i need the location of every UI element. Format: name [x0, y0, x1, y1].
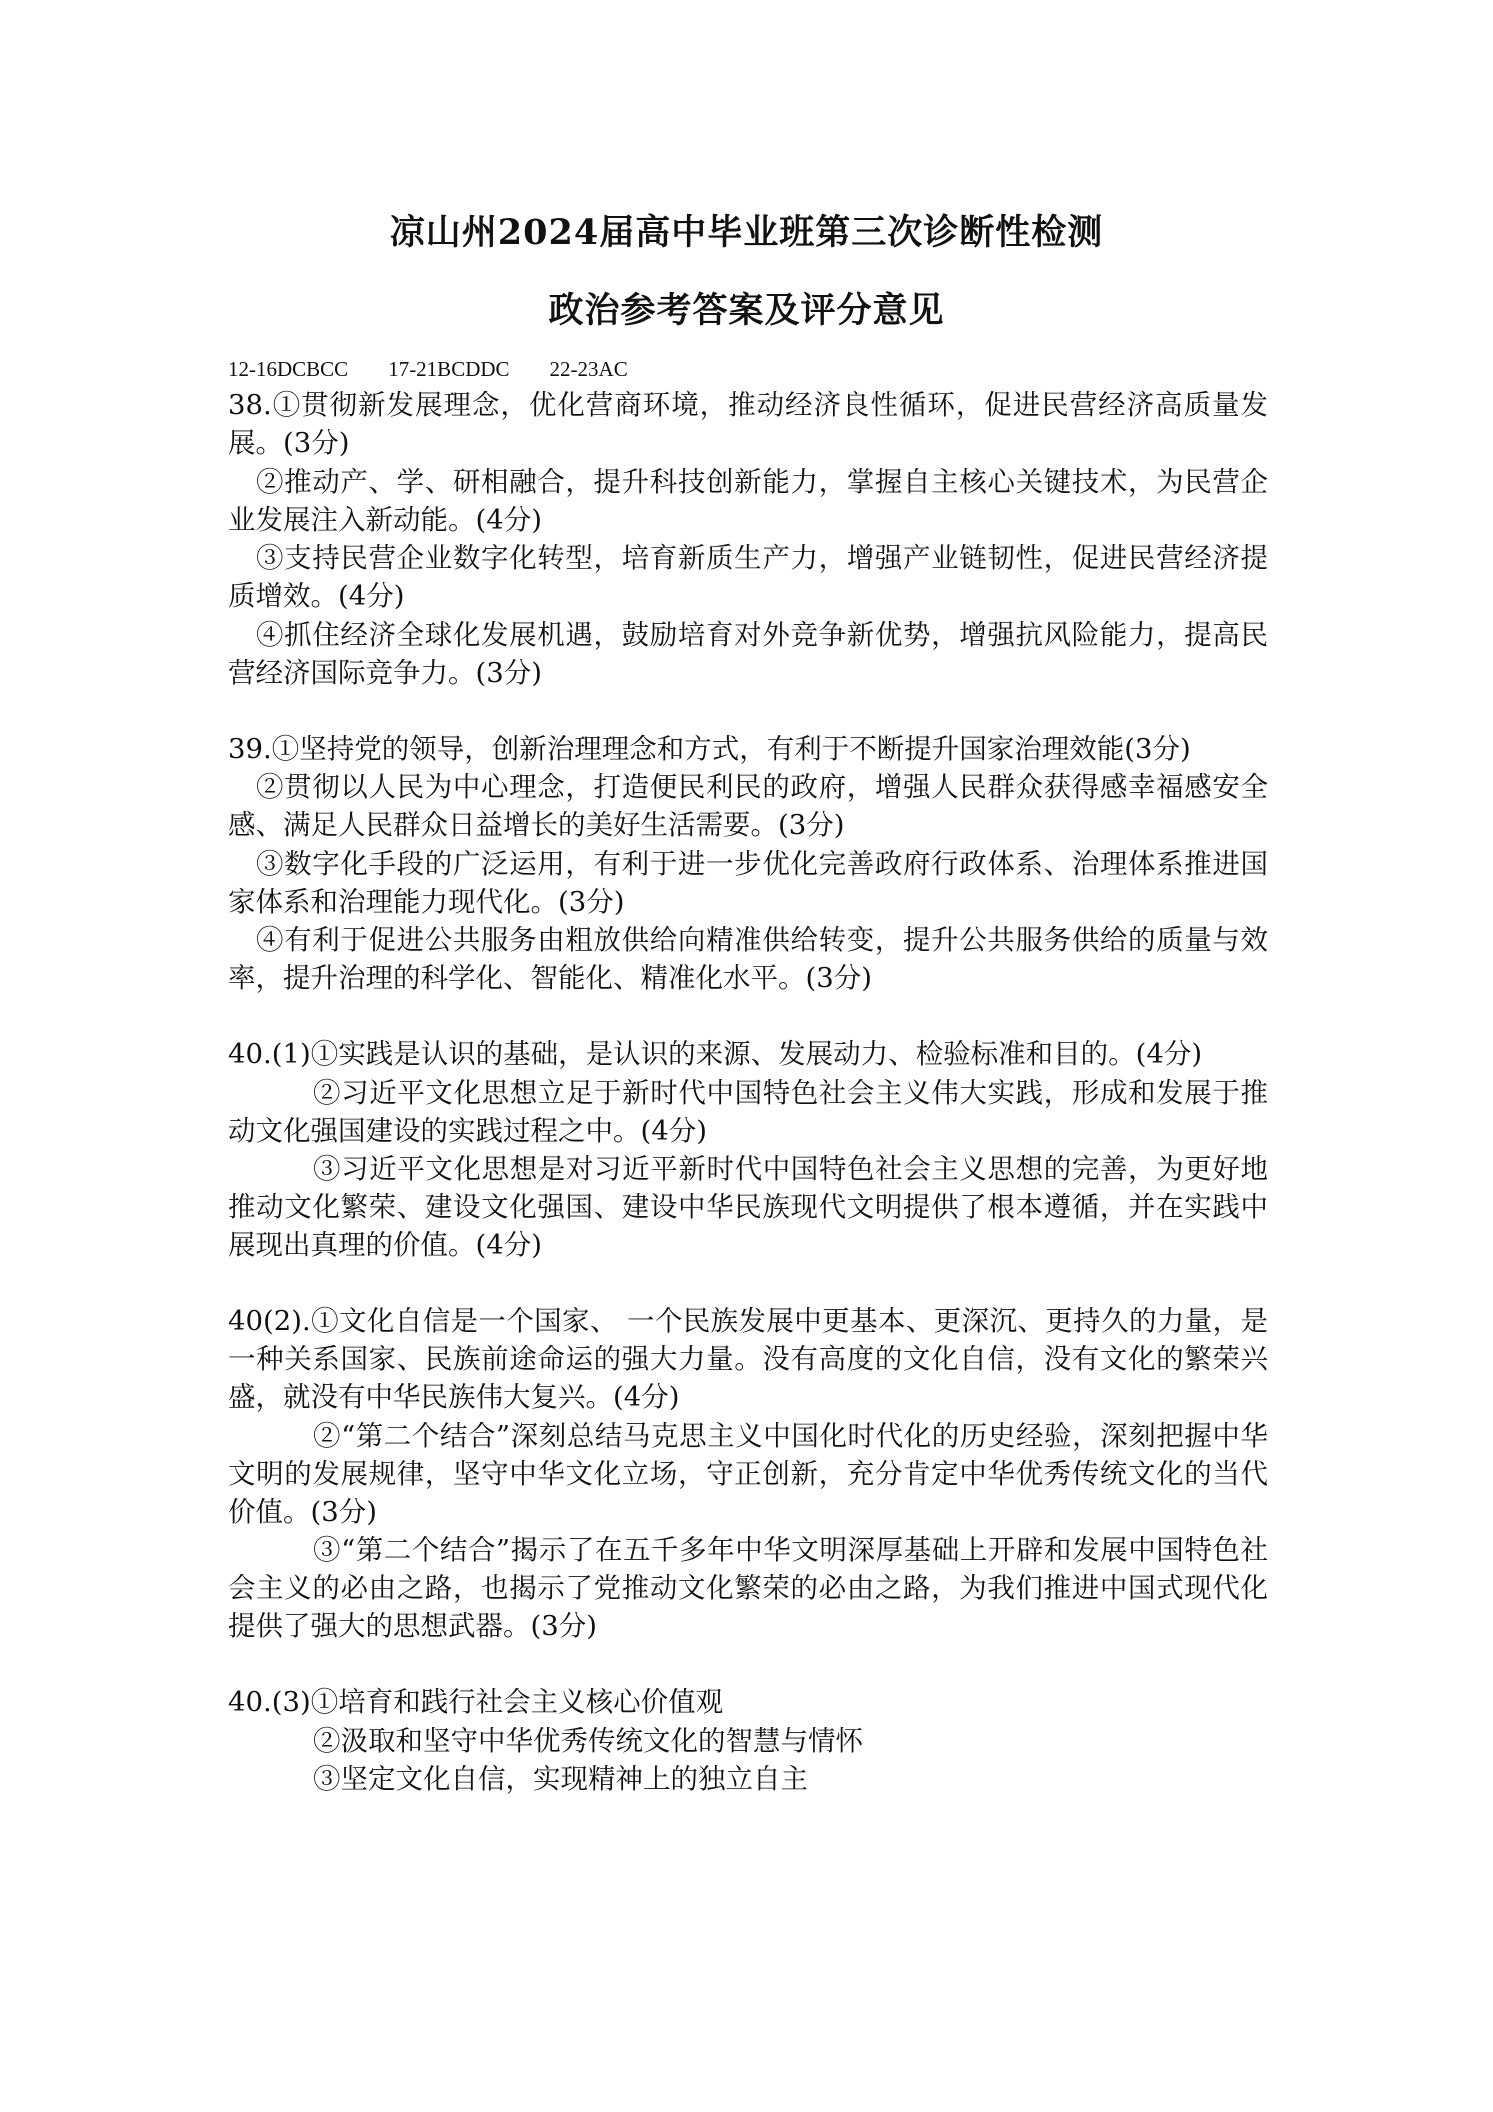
mc-group-2: 17-21BCDDC [388, 357, 510, 381]
question-40-3 [228, 1683, 1268, 1798]
q40-1-point-2: ②习近平文化思想立足于新时代中国特色社会主义伟大实践，形成和发展于推动文化强国建设的实践过程之中。(4分) [228, 1076, 1268, 1147]
q40-1-point-3: ③习近平文化思想是对习近平新时代中国特色社会主义思想的完善，为更好地推动文化繁荣、建设文化强国、建设中华民族现代文明提供了根本遵循，并在实践中展现出真理的价值。(4分) [228, 1153, 1268, 1261]
q39-point-3: ③数字化手段的广泛运用，有利于进一步优化完善政府行政体系、治理体系推进国家体系和治理能力现代化。(3分) [228, 847, 1268, 918]
mc-group-3: 22-23AC [549, 357, 628, 381]
q40-2-point-3: ③“第二个结合”揭示了在五千多年中华文明深厚基础上开辟和发展中国特色社会主义的必由之路，也揭示了党推动文化繁荣的必由之路，为我们推进中国式现代化提供了强大的思想武器。(3分) [228, 1534, 1268, 1642]
q39-point-1: 39.①坚持党的领导，创新治理理念和方式，有利于不断提升国家治理效能(3分) [228, 732, 1191, 765]
question-39 [228, 730, 1268, 998]
mc-group-1: 12-16DCBCC [228, 357, 349, 381]
q40-2-point-2: ②“第二个结合”深刻总结马克思主义中国化时代化的历史经验，深刻把握中华文明的发展规律，坚守中华文化立场，守正创新，充分肯定中华优秀传统文化的当代价值。(3分) [228, 1419, 1268, 1528]
question-38 [228, 386, 1268, 692]
multiple-choice-answers [228, 354, 1268, 384]
q38-point-2: ②推动产、学、研相融合，提升科技创新能力，掌握自主核心关键技术，为民营企业发展注入新动能。(4分) [228, 465, 1268, 536]
q40-3-point-1: 40.(3)①培育和践行社会主义核心价值观 [228, 1686, 724, 1718]
q40-1-point-1: 40.(1)①实践是认识的基础，是认识的来源、发展动力、检验标准和目的。(4分) [228, 1038, 1203, 1070]
q40-2-point-1: 40(2).①文化自信是一个国家、 一个民族发展中更基本、更深沉、更持久的力量，是一种关系国家、民族前途命运的强大力量。没有高度的文化自信，没有文化的繁荣兴盛，就没有中华民族伟大复兴。(4分) [228, 1305, 1268, 1413]
document-subtitle: 政治参考答案及评分意见 [548, 290, 945, 331]
q38-point-3: ③支持民营企业数字化转型，培育新质生产力，增强产业链韧性，促进民营经济提质增效。(4分) [228, 542, 1268, 612]
question-40-2 [228, 1302, 1268, 1645]
q40-3-point-2: ②汲取和坚守中华优秀传统文化的智慧与情怀 [313, 1724, 863, 1757]
q38-point-4: ④抓住经济全球化发展机遇，鼓励培育对外竞争新优势，增强抗风险能力，提高民营经济国际竞争力。(3分) [228, 618, 1268, 689]
q40-3-point-3: ③坚定文化自信，实现精神上的独立自主 [313, 1763, 808, 1795]
document-title: 凉山州2024届高中毕业班第三次诊断性检测 [389, 212, 1104, 253]
q39-point-2: ②贯彻以人民为中心理念，打造便民利民的政府，增强人民群众获得感幸福感安全感、满足人民群众日益增长的美好生活需要。(3分) [228, 771, 1268, 841]
answer-body [228, 354, 1268, 1836]
q38-point-1: 38.①贯彻新发展理念，优化营商环境，推动经济良性循环，促进民营经济高质量发展。(3分) [228, 389, 1268, 459]
q39-point-4: ④有利于促进公共服务由粗放供给向精准供给转变，提升公共服务供给的质量与效率，提升治理的科学化、智能化、精准化水平。(3分) [228, 924, 1268, 994]
question-40-1 [228, 1035, 1268, 1264]
